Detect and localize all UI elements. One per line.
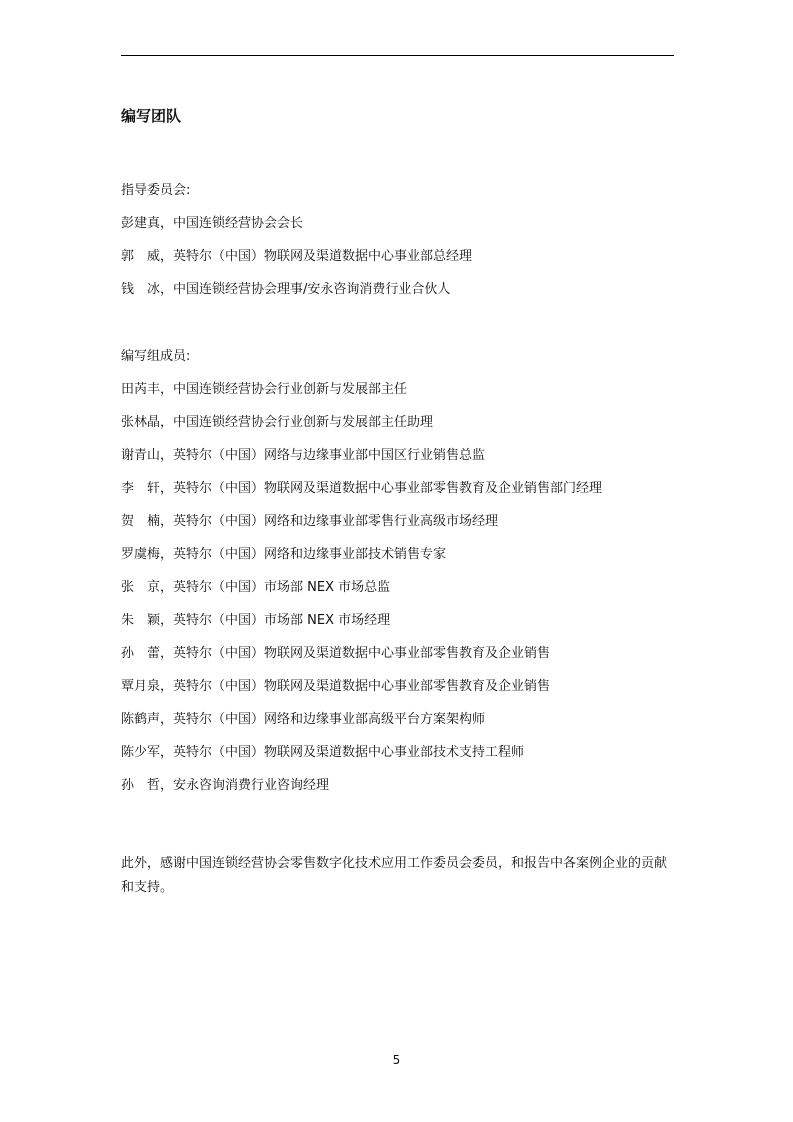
member-role: 英特尔（中国）市场部 NEX 市场经理 — [173, 613, 391, 628]
member-entry — [121, 479, 681, 512]
member-name: 郭 威 — [121, 249, 161, 264]
member-separator: ， — [160, 712, 174, 727]
member-entry — [121, 677, 681, 710]
member-separator: ， — [160, 382, 174, 397]
member-name: 贺 楠 — [121, 514, 161, 529]
member-name: 彭建真 — [121, 216, 161, 231]
member-role: 英特尔（中国）物联网及渠道数据中心事业部零售教育及企业销售部门经理 — [173, 481, 603, 496]
header-rule — [121, 55, 674, 56]
member-name: 钱 冰 — [121, 282, 161, 297]
member-entry — [121, 446, 681, 479]
member-name: 罗虞梅 — [121, 547, 161, 562]
member-role: 英特尔（中国）物联网及渠道数据中心事业部零售教育及企业销售 — [173, 646, 551, 661]
guidance-committee-heading: 指导委员会: — [121, 183, 191, 198]
member-entry — [121, 280, 681, 313]
member-name: 李 轩 — [121, 481, 161, 496]
member-name: 孙 哲 — [121, 778, 161, 793]
member-entry — [121, 413, 681, 446]
page-number: 5 — [392, 1053, 401, 1067]
member-entry — [121, 776, 681, 809]
member-entry — [121, 644, 681, 677]
member-role: 英特尔（中国）物联网及渠道数据中心事业部零售教育及企业销售 — [173, 679, 551, 694]
member-name: 陈鹤声 — [121, 712, 161, 727]
member-entry — [121, 247, 681, 280]
member-entry — [121, 214, 681, 247]
member-role: 中国连锁经营协会会长 — [173, 216, 304, 231]
member-role: 安永咨询消费行业咨询经理 — [173, 778, 330, 793]
member-name: 谢青山 — [121, 448, 161, 463]
member-role: 英特尔（中国）网络和边缘事业部高级平台方案架构师 — [173, 712, 486, 727]
member-name: 孙 蕾 — [121, 646, 161, 661]
member-role: 英特尔（中国）物联网及渠道数据中心事业部技术支持工程师 — [173, 745, 525, 760]
member-role: 英特尔（中国）网络与边缘事业部中国区行业销售总监 — [173, 448, 486, 463]
guidance-committee-section — [121, 181, 681, 313]
writing-team-heading: 编写组成员: — [121, 349, 191, 364]
member-entry — [121, 512, 681, 545]
member-separator: ， — [160, 778, 174, 793]
member-separator: ， — [160, 415, 174, 430]
member-name: 田芮丰 — [121, 382, 161, 397]
member-separator: ， — [160, 745, 174, 760]
member-name: 陈少军 — [121, 745, 161, 760]
member-separator: ， — [160, 448, 174, 463]
member-separator: ， — [160, 216, 174, 231]
member-separator: ， — [160, 580, 174, 595]
member-role: 英特尔（中国）市场部 NEX 市场总监 — [173, 580, 391, 595]
member-separator: ， — [160, 282, 174, 297]
member-entry — [121, 611, 681, 644]
member-name: 张 京 — [121, 580, 161, 595]
member-separator: ， — [160, 646, 174, 661]
member-separator: ， — [160, 547, 174, 562]
page-title: 编写团队 — [121, 107, 182, 125]
member-entry — [121, 578, 681, 611]
member-name: 张林晶 — [121, 415, 161, 430]
member-separator: ， — [160, 249, 174, 264]
acknowledgement-paragraph: 此外，感谢中国连锁经营协会零售数字化技术应用工作委员会委员，和报告中各案例企业的贡献和支持。 — [121, 856, 668, 895]
member-role: 英特尔（中国）物联网及渠道数据中心事业部总经理 — [173, 249, 473, 264]
member-entry — [121, 710, 681, 743]
member-entry — [121, 743, 681, 776]
member-role: 中国连锁经营协会行业创新与发展部主任助理 — [173, 415, 434, 430]
member-entry — [121, 380, 681, 413]
member-separator: ， — [160, 613, 174, 628]
member-entry — [121, 545, 681, 578]
member-name: 朱 颖 — [121, 613, 161, 628]
member-role: 中国连锁经营协会行业创新与发展部主任 — [173, 382, 408, 397]
member-name: 覃月泉 — [121, 679, 161, 694]
writing-team-section — [121, 347, 681, 809]
member-separator: ， — [160, 514, 174, 529]
member-separator: ， — [160, 481, 174, 496]
member-separator: ， — [160, 679, 174, 694]
member-role: 英特尔（中国）网络和边缘事业部零售行业高级市场经理 — [173, 514, 499, 529]
member-role: 中国连锁经营协会理事/安永咨询消费行业合伙人 — [173, 282, 451, 297]
member-role: 英特尔（中国）网络和边缘事业部技术销售专家 — [173, 547, 447, 562]
